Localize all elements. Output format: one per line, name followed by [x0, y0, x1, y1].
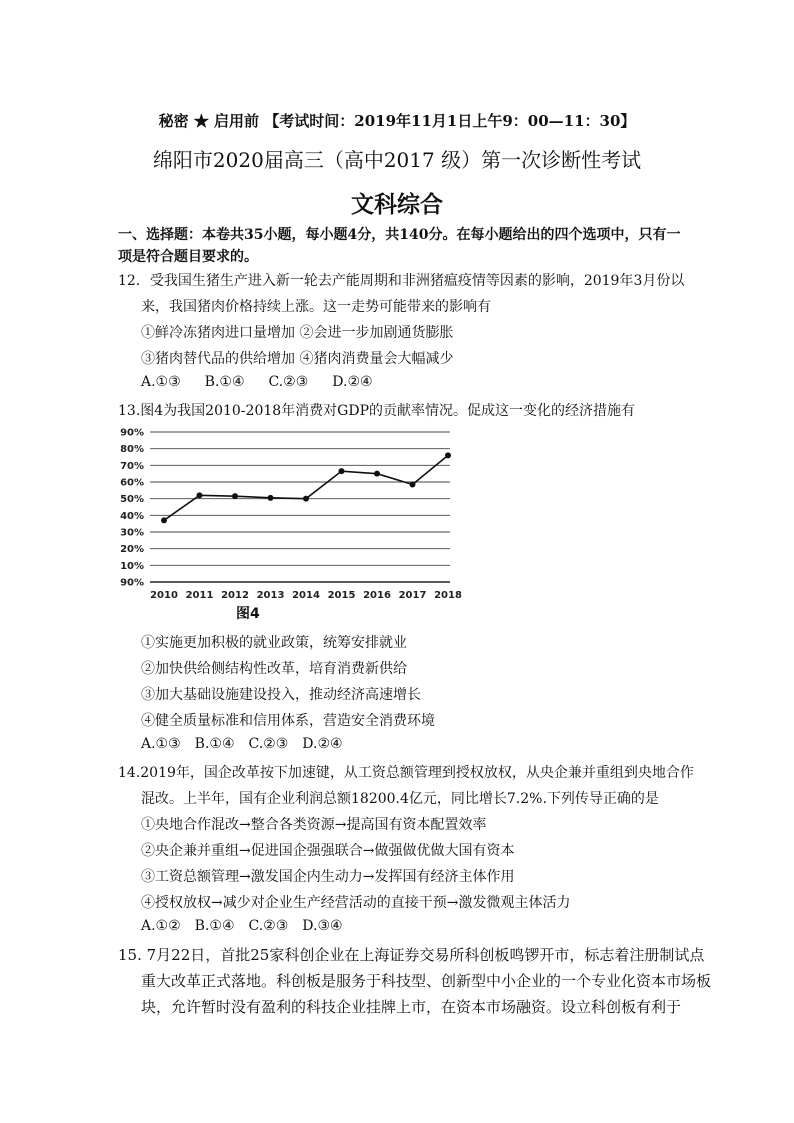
data-point-2014 [303, 496, 309, 502]
y-tick-label: 20% [120, 544, 144, 556]
y-tick-label: 40% [120, 510, 144, 522]
y-tick-label: 80% [120, 444, 144, 456]
figure-caption: 图4 [236, 606, 260, 622]
q13-item-3: ③加大基础设施建设投入，推动经济高速增长 [141, 687, 421, 703]
q12-option-a[interactable]: A.①③ [141, 374, 181, 390]
data-point-2018 [445, 452, 451, 458]
data-point-2015 [339, 468, 345, 474]
q15-stem-line2: 重大改革正式落地。科创板是服务于科技型、创新型中小企业的一个专业化资本市场板 [141, 972, 712, 990]
q12-option-c[interactable]: C.②③ [268, 374, 309, 390]
y-tick-label: 50% [120, 494, 144, 506]
exam-title: 绵阳市2020届高三（高中2017 级）第一次诊断性考试 [152, 148, 642, 172]
y-tick-label: 60% [120, 477, 144, 489]
x-tick-label: 2011 [185, 590, 214, 600]
q13-item-4: ④健全质量标准和信用体系，营造安全消费环境 [141, 713, 435, 729]
y-tick-label: 70% [120, 460, 144, 472]
data-point-2011 [197, 492, 203, 498]
section-instruction-line1: 一、选择题：本卷共35小题，每小题4分，共140分。在每小题给出的四个选项中，只有一 [118, 227, 681, 243]
q15-stem-line3: 块，允许暂时没有盈利的科技企业挂牌上市，在资本市场融资。设立科创板有利于 [141, 998, 682, 1016]
data-point-2013 [268, 495, 274, 501]
q13-stem: 13.图4为我国2010-2018年消费对GDP的贡献率情况。促成这一变化的经济措施有 [118, 403, 635, 419]
x-tick-label: 2016 [363, 590, 391, 600]
q14-option-c[interactable]: C.②③ [248, 918, 289, 934]
q13-item-2: ②加快供给侧结构性改革，培育消费新供给 [141, 661, 407, 677]
y-tick-label: 30% [120, 527, 144, 539]
x-tick-label: 2018 [434, 590, 462, 600]
q14-stem-line2: 混改。上半年，国有企业利润总额18200.4亿元，同比增长7.2%.下列传导正确的是 [141, 791, 659, 807]
q12-stem-line2: 来，我国猪肉价格持续上涨。这一走势可能带来的影响有 [141, 299, 491, 315]
x-tick-label: 2015 [327, 590, 356, 600]
q13-option-c[interactable]: C.②③ [248, 736, 289, 752]
x-tick-label: 2013 [256, 590, 285, 600]
q14-item-1: ①央地合作混改→整合各类资源→提高国有资本配置效率 [141, 817, 487, 833]
q14-options [141, 918, 357, 934]
q13-option-b[interactable]: B.①④ [194, 736, 235, 752]
q14-option-d[interactable]: D.③④ [302, 918, 343, 934]
q13-option-a[interactable]: A.①③ [141, 736, 181, 752]
data-point-2012 [232, 493, 238, 499]
q12-item-row1: ①鲜冷冻猪肉进口量增加 ②会进一步加剧通货膨胀 [141, 325, 454, 341]
data-point-2010 [161, 517, 167, 523]
q12-option-b[interactable]: B.①④ [204, 374, 245, 390]
q15-stem-line1: 15. 7月22日，首批25家科创企业在上海证券交易所科创板鸣锣开市，标志着注册制试点 [118, 946, 705, 964]
q14-option-b[interactable]: B.①④ [194, 918, 235, 934]
x-tick-label: 2014 [292, 590, 320, 600]
y-tick-label: 10% [120, 560, 144, 572]
q12-option-d[interactable]: D.②④ [332, 374, 373, 390]
chart-gridlines [150, 432, 450, 582]
consumption-gdp-chart [112, 420, 462, 600]
q12-stem-line1: 12．受我国生猪生产进入新一轮去产能周期和非洲猪瘟疫情等因素的影响，2019年3月份以 [118, 273, 685, 289]
q13-item-1: ①实施更加积极的就业政策，统筹安排就业 [141, 635, 407, 651]
data-point-2016 [374, 471, 380, 477]
data-point-2017 [410, 482, 416, 488]
q12-options [141, 374, 397, 390]
y-tick-label: 90% [120, 427, 144, 439]
section-instruction-line2: 项是符合题目要求的。 [118, 249, 258, 265]
q13-option-d[interactable]: D.②④ [302, 736, 343, 752]
q12-item-row2: ③猪肉替代品的供给增加 ④猪肉消费量会大幅减少 [141, 351, 454, 367]
x-tick-label: 2012 [221, 590, 249, 600]
chart-y-axis [120, 428, 144, 589]
chart-points [161, 452, 451, 523]
q14-option-a[interactable]: A.①② [141, 918, 181, 934]
x-tick-label: 2017 [398, 590, 427, 600]
q14-stem-line1: 14.2019年，国企改革按下加速键，从工资总额管理到授权放权，从央企兼并重组到央地合作 [118, 765, 694, 781]
subject-title: 文科综合 [351, 191, 443, 218]
y-tick-label: 90% [120, 577, 144, 589]
q14-item-2: ②央企兼并重组→促进国企强强联合→做强做优做大国有资本 [141, 843, 515, 859]
q14-item-3: ③工资总额管理→激发国企内生动力→发挥国有经济主体作用 [141, 869, 515, 885]
q14-item-4: ④授权放权→减少对企业生产经营活动的直接干预→激发微观主体活力 [141, 895, 571, 911]
q13-options [141, 736, 357, 752]
x-tick-label: 2010 [150, 590, 178, 600]
chart-x-axis [150, 590, 462, 600]
confidential-header: 秘密 ★ 启用前 【考试时间：2019年11月1日上午9：00—11：30】 [158, 112, 636, 130]
